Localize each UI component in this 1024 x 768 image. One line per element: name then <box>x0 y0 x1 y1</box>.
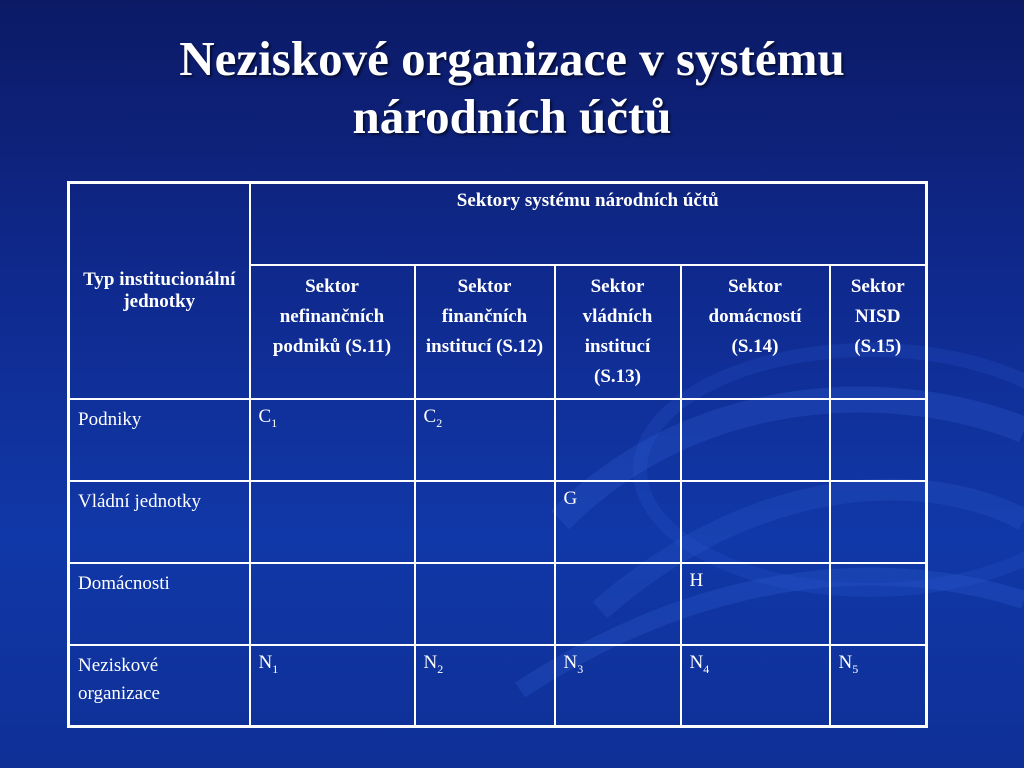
corner-header: Typ institucionální jednotky <box>69 183 250 399</box>
cell-symbol: H <box>689 569 704 591</box>
table-cell <box>555 563 681 645</box>
table-cell <box>555 481 681 563</box>
cell-symbol: N <box>258 651 273 673</box>
table-cell <box>250 399 415 481</box>
row-label: Domácnosti <box>69 563 250 645</box>
slide-title-line2: národních účtů <box>352 89 672 144</box>
table-row <box>69 645 927 727</box>
table-row <box>69 481 927 563</box>
slide-title <box>0 30 1024 146</box>
cell-subscript: 4 <box>703 661 710 676</box>
cell-subscript: 1 <box>272 661 279 676</box>
column-header: Sektor domácností (S.14) <box>681 265 830 399</box>
column-header: Sektor nefinančních podniků (S.11) <box>250 265 415 399</box>
table-cell <box>415 399 555 481</box>
cell-subscript: 2 <box>437 661 444 676</box>
table-cell <box>681 645 830 727</box>
slide-title-line1: Neziskové organizace v systému <box>179 31 845 86</box>
table-cell <box>830 481 927 563</box>
table-cell <box>250 645 415 727</box>
cell-symbol: N <box>689 651 704 673</box>
row-label: Vládní jednotky <box>69 481 250 563</box>
table-cell <box>415 563 555 645</box>
table-cell <box>681 399 830 481</box>
cell-symbol: N <box>423 651 438 673</box>
table-row <box>69 563 927 645</box>
table-row <box>69 399 927 481</box>
table-cell <box>250 563 415 645</box>
sector-table <box>67 181 928 728</box>
row-label: Podniky <box>69 399 250 481</box>
cell-subscript: 1 <box>271 415 278 430</box>
cell-symbol: G <box>563 487 578 509</box>
column-header: Sektor NISD (S.15) <box>830 265 927 399</box>
cell-symbol: C <box>423 405 437 427</box>
cell-subscript: 2 <box>436 415 443 430</box>
cell-symbol: C <box>258 405 272 427</box>
table-cell <box>830 399 927 481</box>
group-header: Sektory systému národních účtů <box>250 183 927 265</box>
cell-symbol: N <box>838 651 853 673</box>
column-header: Sektor finančních institucí (S.12) <box>415 265 555 399</box>
table-cell <box>830 645 927 727</box>
cell-subscript: 5 <box>852 661 859 676</box>
cell-subscript: 3 <box>577 661 584 676</box>
table-cell <box>415 481 555 563</box>
table-cell <box>681 563 830 645</box>
row-label: Neziskové organizace <box>69 645 250 727</box>
table-cell <box>681 481 830 563</box>
cell-symbol: N <box>563 651 578 673</box>
table-cell <box>250 481 415 563</box>
table-cell <box>555 645 681 727</box>
table-cell <box>555 399 681 481</box>
table-cell <box>415 645 555 727</box>
table-cell <box>830 563 927 645</box>
column-header: Sektor vládních institucí (S.13) <box>555 265 681 399</box>
